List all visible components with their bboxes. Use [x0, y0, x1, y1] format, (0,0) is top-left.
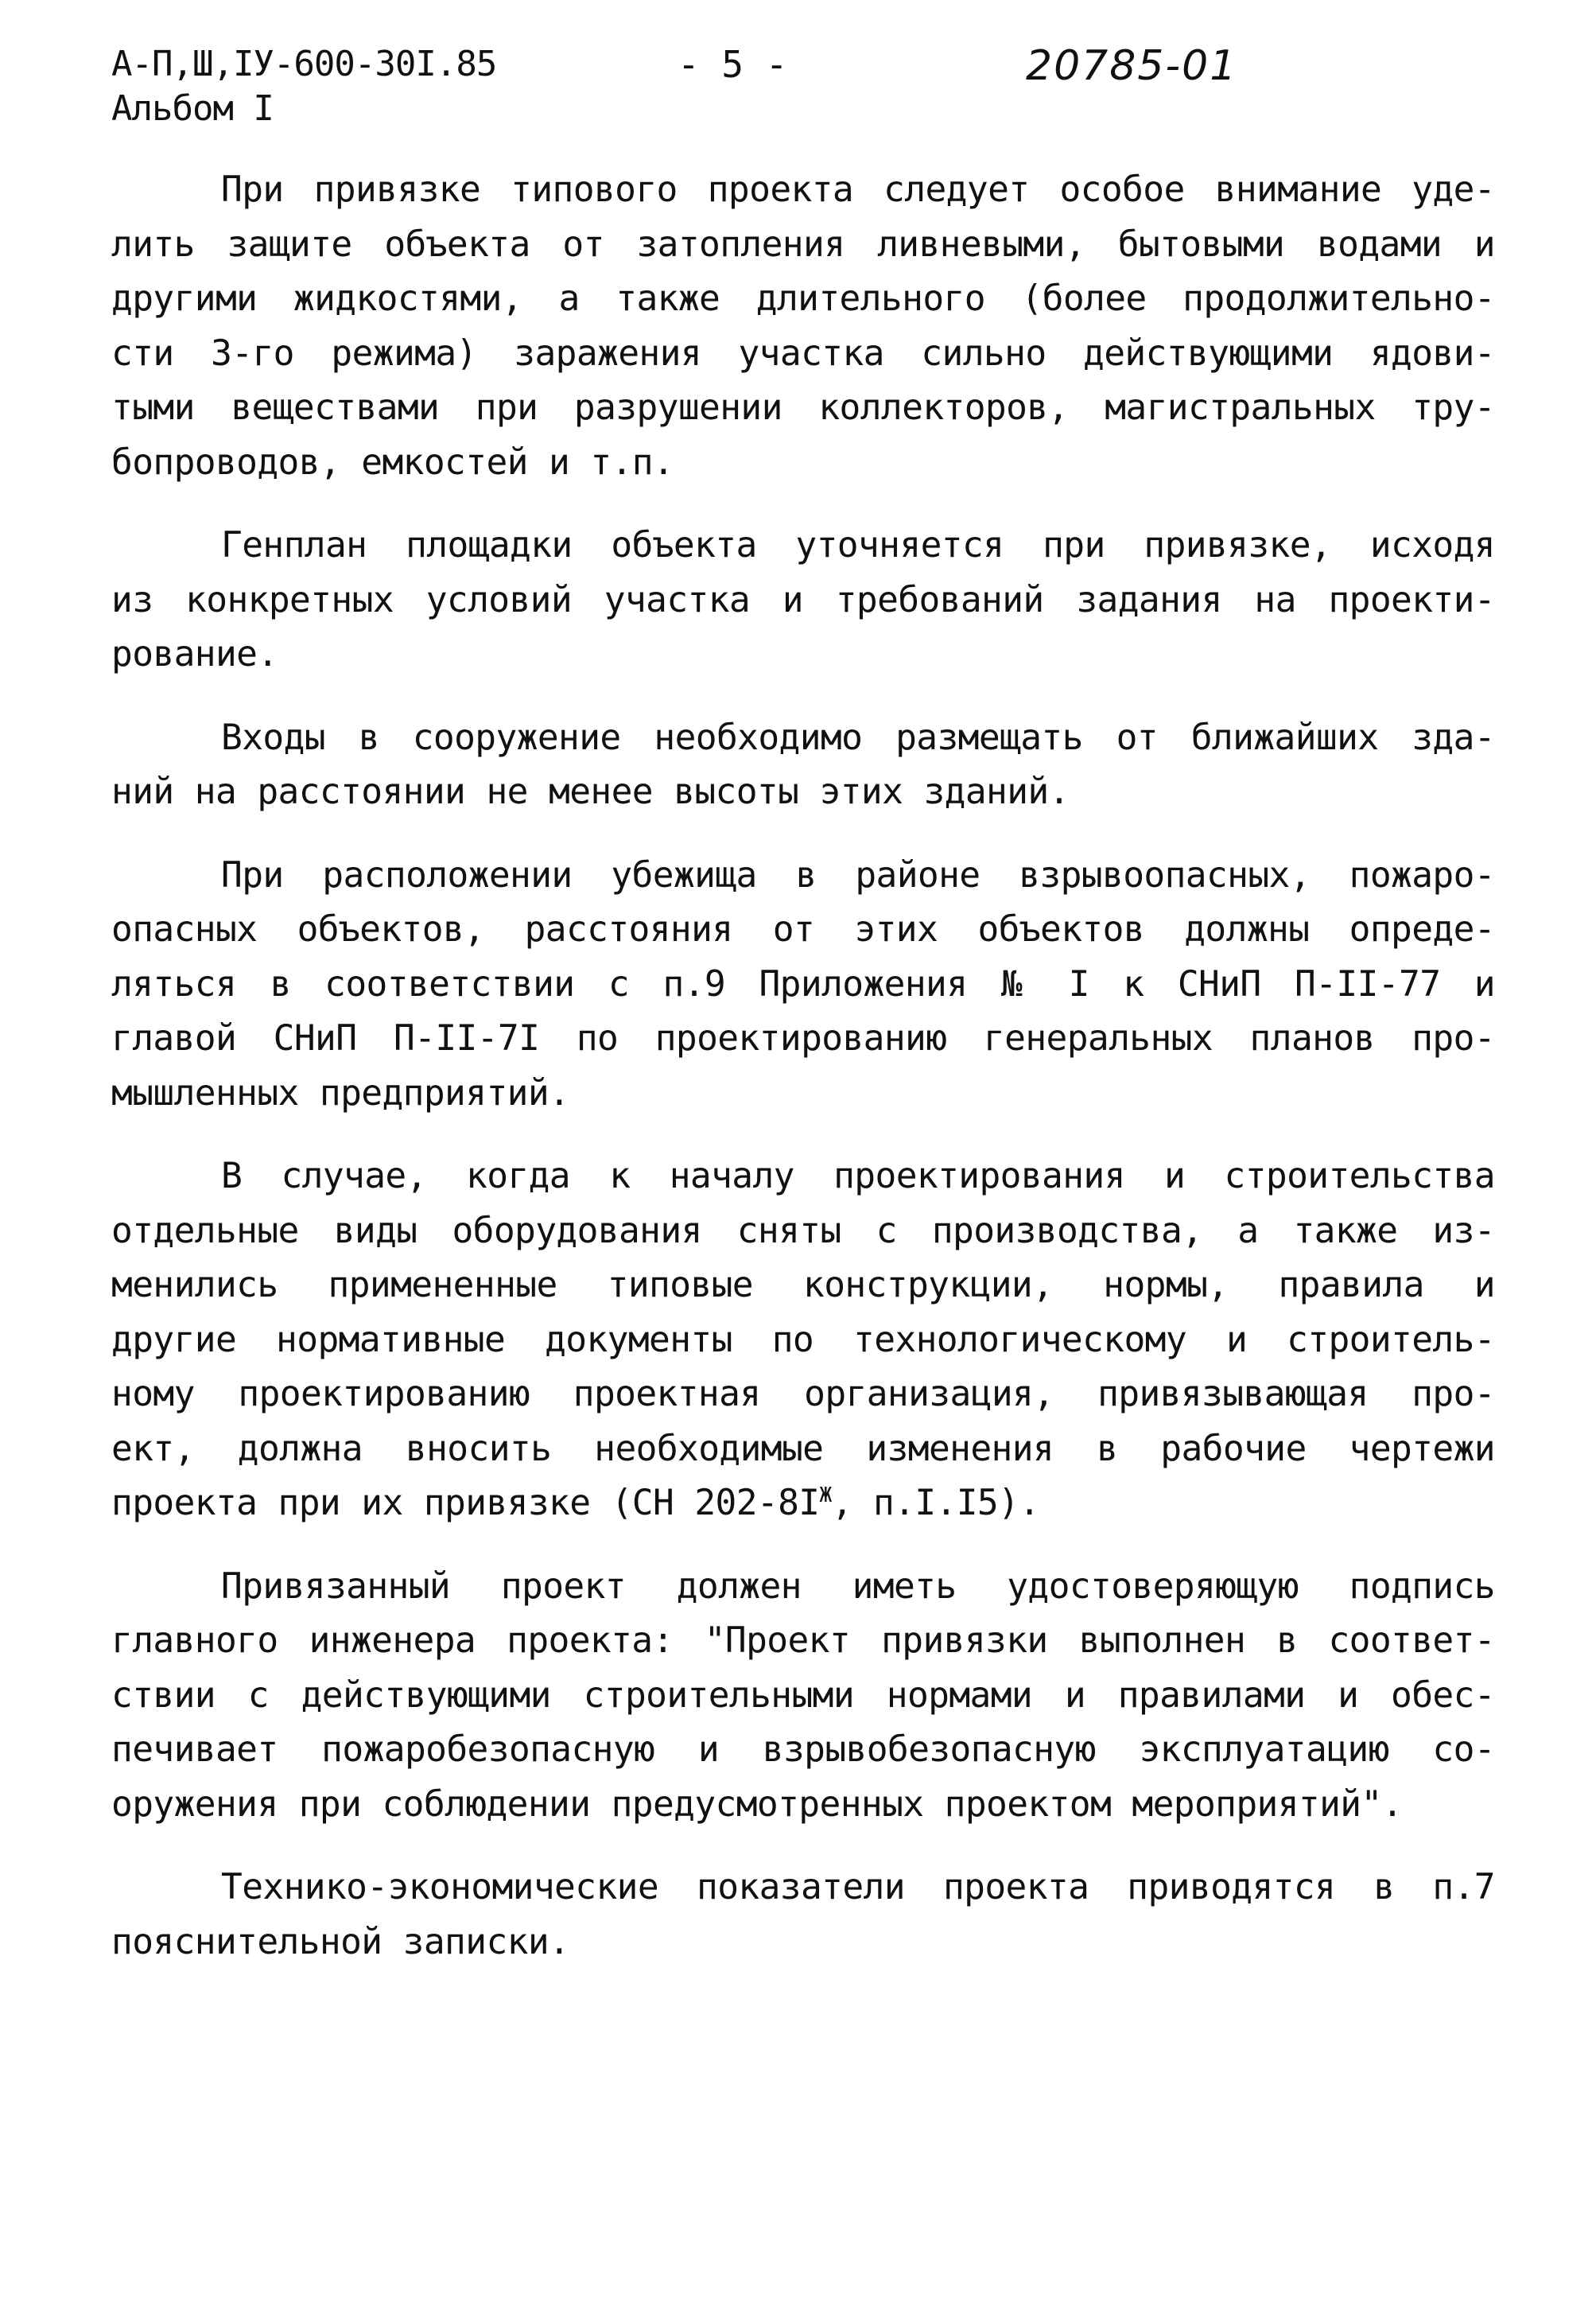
footnote-mark: Ж	[819, 1483, 832, 1507]
paragraph	[111, 849, 1495, 1122]
text-line: При привязке типового проекта следует особое внимание уде-	[221, 169, 1495, 210]
document-body	[111, 163, 1495, 1998]
text-line: главой СНиП П-II-7I по проектированию генеральных планов про-	[111, 1018, 1495, 1059]
text-line: ному проектированию проектная организация, привязывающая про-	[111, 1374, 1495, 1414]
page-header	[111, 41, 1511, 137]
text-line: отдельные виды оборудования сняты с производства, а также из-	[111, 1210, 1495, 1251]
text-line: ний на расстоянии не менее высоты этих зданий.	[111, 772, 1070, 812]
paragraph	[111, 163, 1495, 490]
text-line: ствии с действующими строительными нормами и правилами и обес-	[111, 1674, 1495, 1716]
text-line: оружения при соблюдении предусмотренных проектом мероприятий".	[111, 1783, 1403, 1825]
text-line: лить защите объекта от затопления ливневыми, бытовыми водами и	[111, 224, 1495, 265]
text-fragment: , п.I.I5).	[831, 1483, 1040, 1523]
text-fragment: проекта при их привязке (СН 202-8I	[111, 1483, 820, 1523]
text-line: В случае, когда к началу проектирования и строительства	[221, 1156, 1495, 1196]
text-line: другие нормативные документы по технологическому и строитель-	[111, 1319, 1495, 1360]
text-line: ляться в соответствии с п.9 Приложения № I к СНиП П-II-77 и	[111, 963, 1495, 1005]
text-line: другими жидкостями, а также длительного (более продолжительно-	[111, 278, 1495, 319]
text-line	[111, 1476, 1495, 1531]
text-line: Входы в сооружение необходимо размещать от ближайших зда-	[221, 717, 1495, 758]
text-line: менились примененные типовые конструкции, нормы, правила и	[111, 1265, 1495, 1305]
page-number: - 5 -	[678, 43, 788, 86]
text-line: печивает пожаробезопасную и взрывобезопасную эксплуатацию со-	[111, 1729, 1495, 1770]
text-line: сти 3-го режима) заражения участка сильно действующими ядови-	[111, 332, 1495, 374]
paragraph	[111, 519, 1495, 682]
text-line: рование.	[111, 634, 278, 675]
text-line: Привязанный проект должен иметь удостоверяющую подпись	[221, 1565, 1495, 1607]
text-line: Технико-экономические показатели проекта приводятся в п.7	[221, 1867, 1495, 1907]
document-code: А-П,Ш,IУ-600-30I.85	[111, 44, 497, 84]
paragraph	[111, 1149, 1495, 1531]
paragraph	[111, 1560, 1495, 1833]
text-line: бопроводов, емкостей и т.п.	[111, 441, 674, 483]
text-line: главного инженера проекта: "Проект привязки выполнен в соответ-	[111, 1620, 1495, 1661]
text-line: тыми веществами при разрушении коллекторов, магистральных тру-	[111, 387, 1495, 428]
text-line: При расположении убежища в районе взрывоопасных, пожаро-	[221, 854, 1495, 896]
text-line: опасных объектов, расстояния от этих объектов должны опреде-	[111, 909, 1495, 950]
text-line: ект, должна вносить необходимые изменения в рабочие чертежи	[111, 1428, 1495, 1469]
text-line: пояснительной записки.	[111, 1921, 570, 1962]
album-label: Альбом I	[111, 88, 274, 129]
paragraph	[111, 711, 1495, 820]
text-line: мышленных предприятий.	[111, 1072, 570, 1114]
text-line: из конкретных условий участка и требований задания на проекти-	[111, 579, 1495, 620]
text-line: Генплан площадки объекта уточняется при привязке, исходя	[221, 525, 1495, 566]
paragraph	[111, 1861, 1495, 1970]
document-number: 20785-01	[1026, 42, 1238, 90]
